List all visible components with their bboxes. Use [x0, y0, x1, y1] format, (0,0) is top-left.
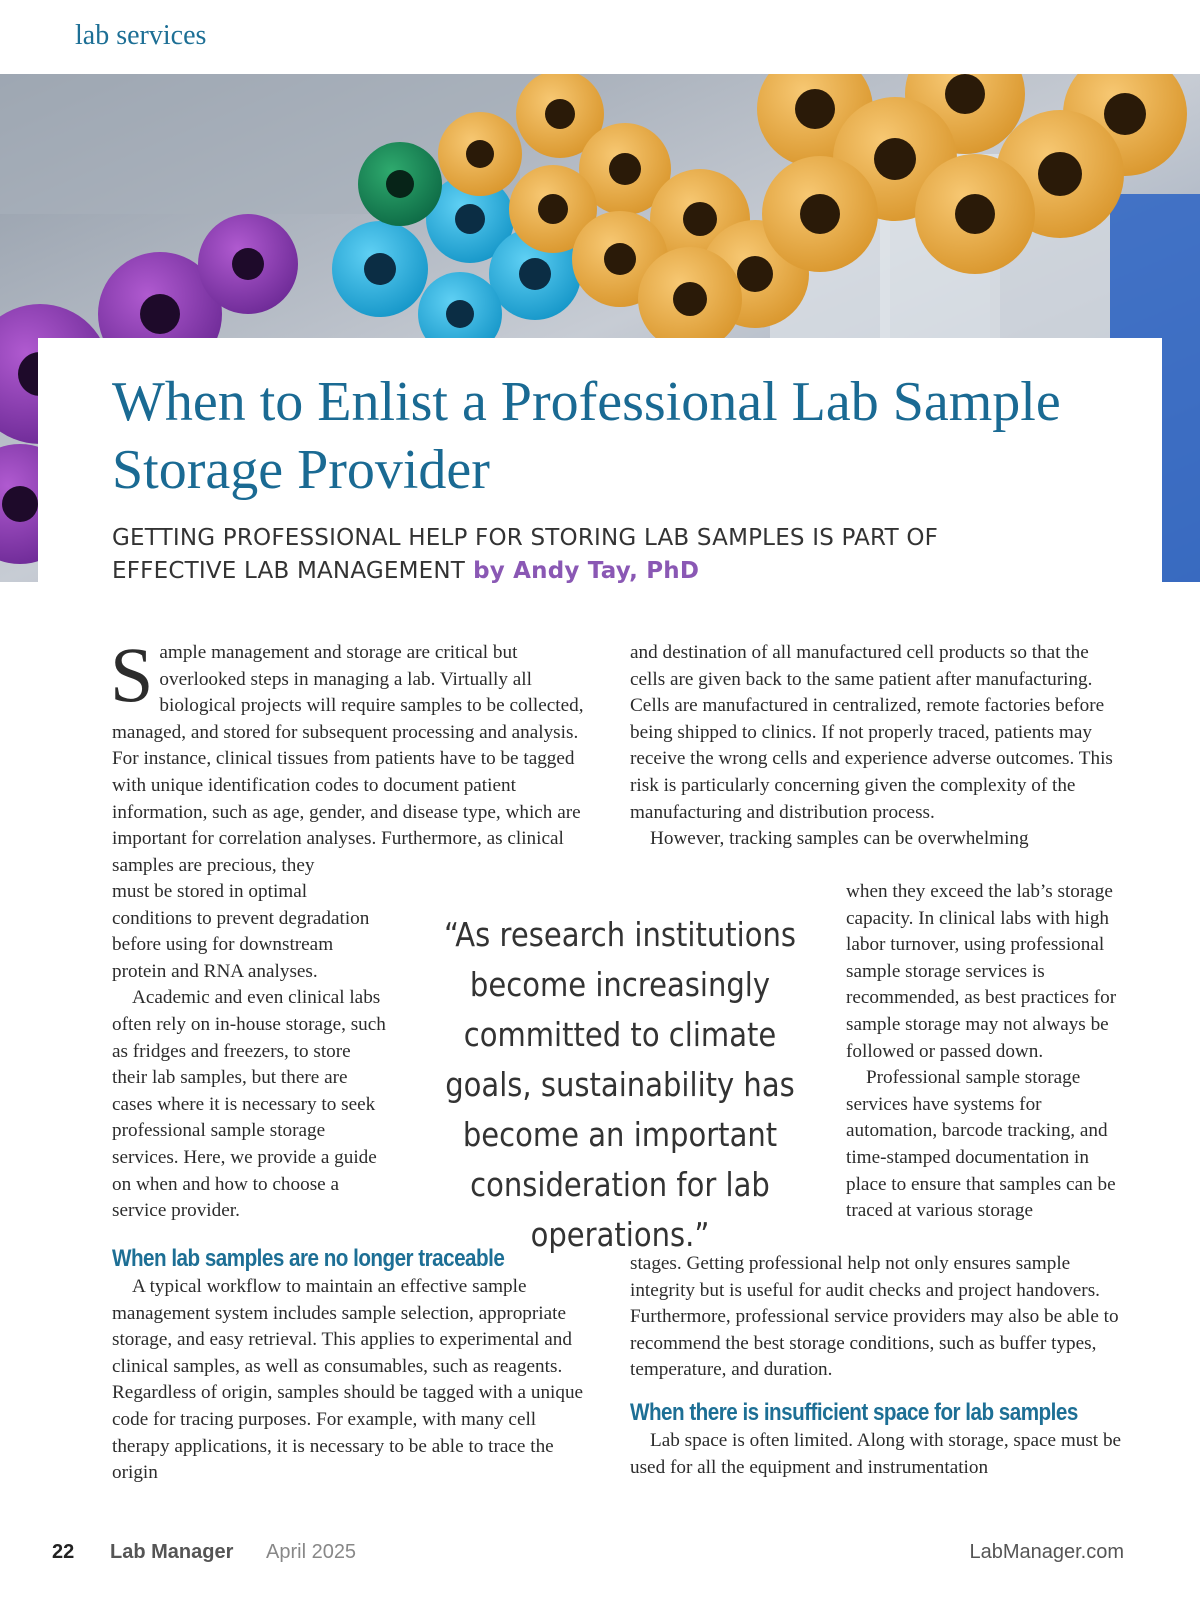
paragraph: and destination of all manufactured cell products so that the cells are given back to the same patient after manufacturing. Cells are manufactured in centralized, remote factories before being shipped to clinics. If not properly traced, patients may receive the wrong cells and experience adverse outcomes. This risk is particularly concerning given the complexity of the manufacturing and distribution process. — [630, 642, 1113, 823]
paragraph: A typical workflow to maintain an effective sample management system includes sample selection, appropriate storage, and easy retrieval. This applies to experimental and clinical samples, as well as consumables, such as reagents. Regardless of origin, samples should be tagged with a unique code for tracing purposes. For example, with many cell therapy applications, it is necessary to be able to trace the origin — [112, 1276, 584, 1484]
paragraph: Sample management and storage are critical but overlooked steps in managing a lab. Virtually all biological projects will require samples to be collected, managed, and stored for subsequent processing and analysis. For instance, clinical tissues from patients have to be tagged with unique identification codes to document patient information, such as age, gender, and disease type, which are important for correlation analyses. Furthermore, as clinical samples are precious, they — [110, 631, 584, 876]
section-label: lab services — [75, 20, 207, 51]
paragraph: stages. Getting professional help not only ensures sample integrity but is useful for audit checks and project handovers. Furthermore, professional service providers may also be able to recommend the best storage conditions, such as buffer types, temperature, and duration. — [630, 1253, 1119, 1381]
byline: by Andy Tay, PhD — [473, 558, 700, 584]
column-2-narrow — [846, 879, 1120, 1225]
paragraph: must be stored in optimal conditions to prevent degradation before using for downstream protein and RNA analyses. — [112, 881, 370, 982]
article-title: When to Enlist a Professional Lab Sample Storage Provider — [112, 371, 1061, 501]
column-2-top — [630, 640, 1120, 853]
column-2-bottom — [630, 1251, 1125, 1481]
section-heading: When there is insufficient space for lab samples — [630, 1398, 1078, 1426]
column-1-top — [110, 631, 592, 879]
column-1-bottom — [112, 1244, 592, 1487]
article-subtitle — [112, 522, 1012, 588]
paragraph: Professional sample storage services have systems for automation, barcode tracking, and time-stamped documentation in place to ensure that samples can be traced at various storage — [846, 1067, 1116, 1222]
subtitle-text: GETTING PROFESSIONAL HELP FOR STORING LAB SAMPLES IS PART OF EFFECTIVE LAB MANAGEMENT — [112, 525, 939, 584]
paragraph: However, tracking samples can be overwhelming — [650, 828, 1029, 850]
paragraph: when they exceed the lab’s storage capacity. In clinical labs with high labor turnover, using professional sample storage services is recommended, as best practices for sample storage may not always be followed or passed down. — [846, 881, 1117, 1062]
column-1-narrow — [112, 879, 390, 1225]
magazine-name: Lab Manager — [110, 1541, 234, 1563]
paragraph: Lab space is often limited. Along with storage, space must be used for all the equipment and instrumentation — [630, 1429, 1122, 1478]
pull-quote: “As research institutions become increasingly committed to climate goals, sustainability has become an important consideration for lab operations.” — [444, 915, 796, 1254]
drop-cap: S — [110, 631, 154, 718]
website-link[interactable]: LabManager.com — [969, 1541, 1124, 1563]
paragraph: Academic and even clinical labs often rely on in-house storage, such as fridges and freezers, to store their lab samples, but there are cases where it is necessary to seek professional sample storage services. Here, we provide a guide on when and how to choose a service provider. — [112, 987, 386, 1222]
issue-date: April 2025 — [266, 1541, 357, 1563]
section-heading: When lab samples are no longer traceable — [112, 1245, 505, 1272]
page-number: 22 — [52, 1541, 75, 1563]
